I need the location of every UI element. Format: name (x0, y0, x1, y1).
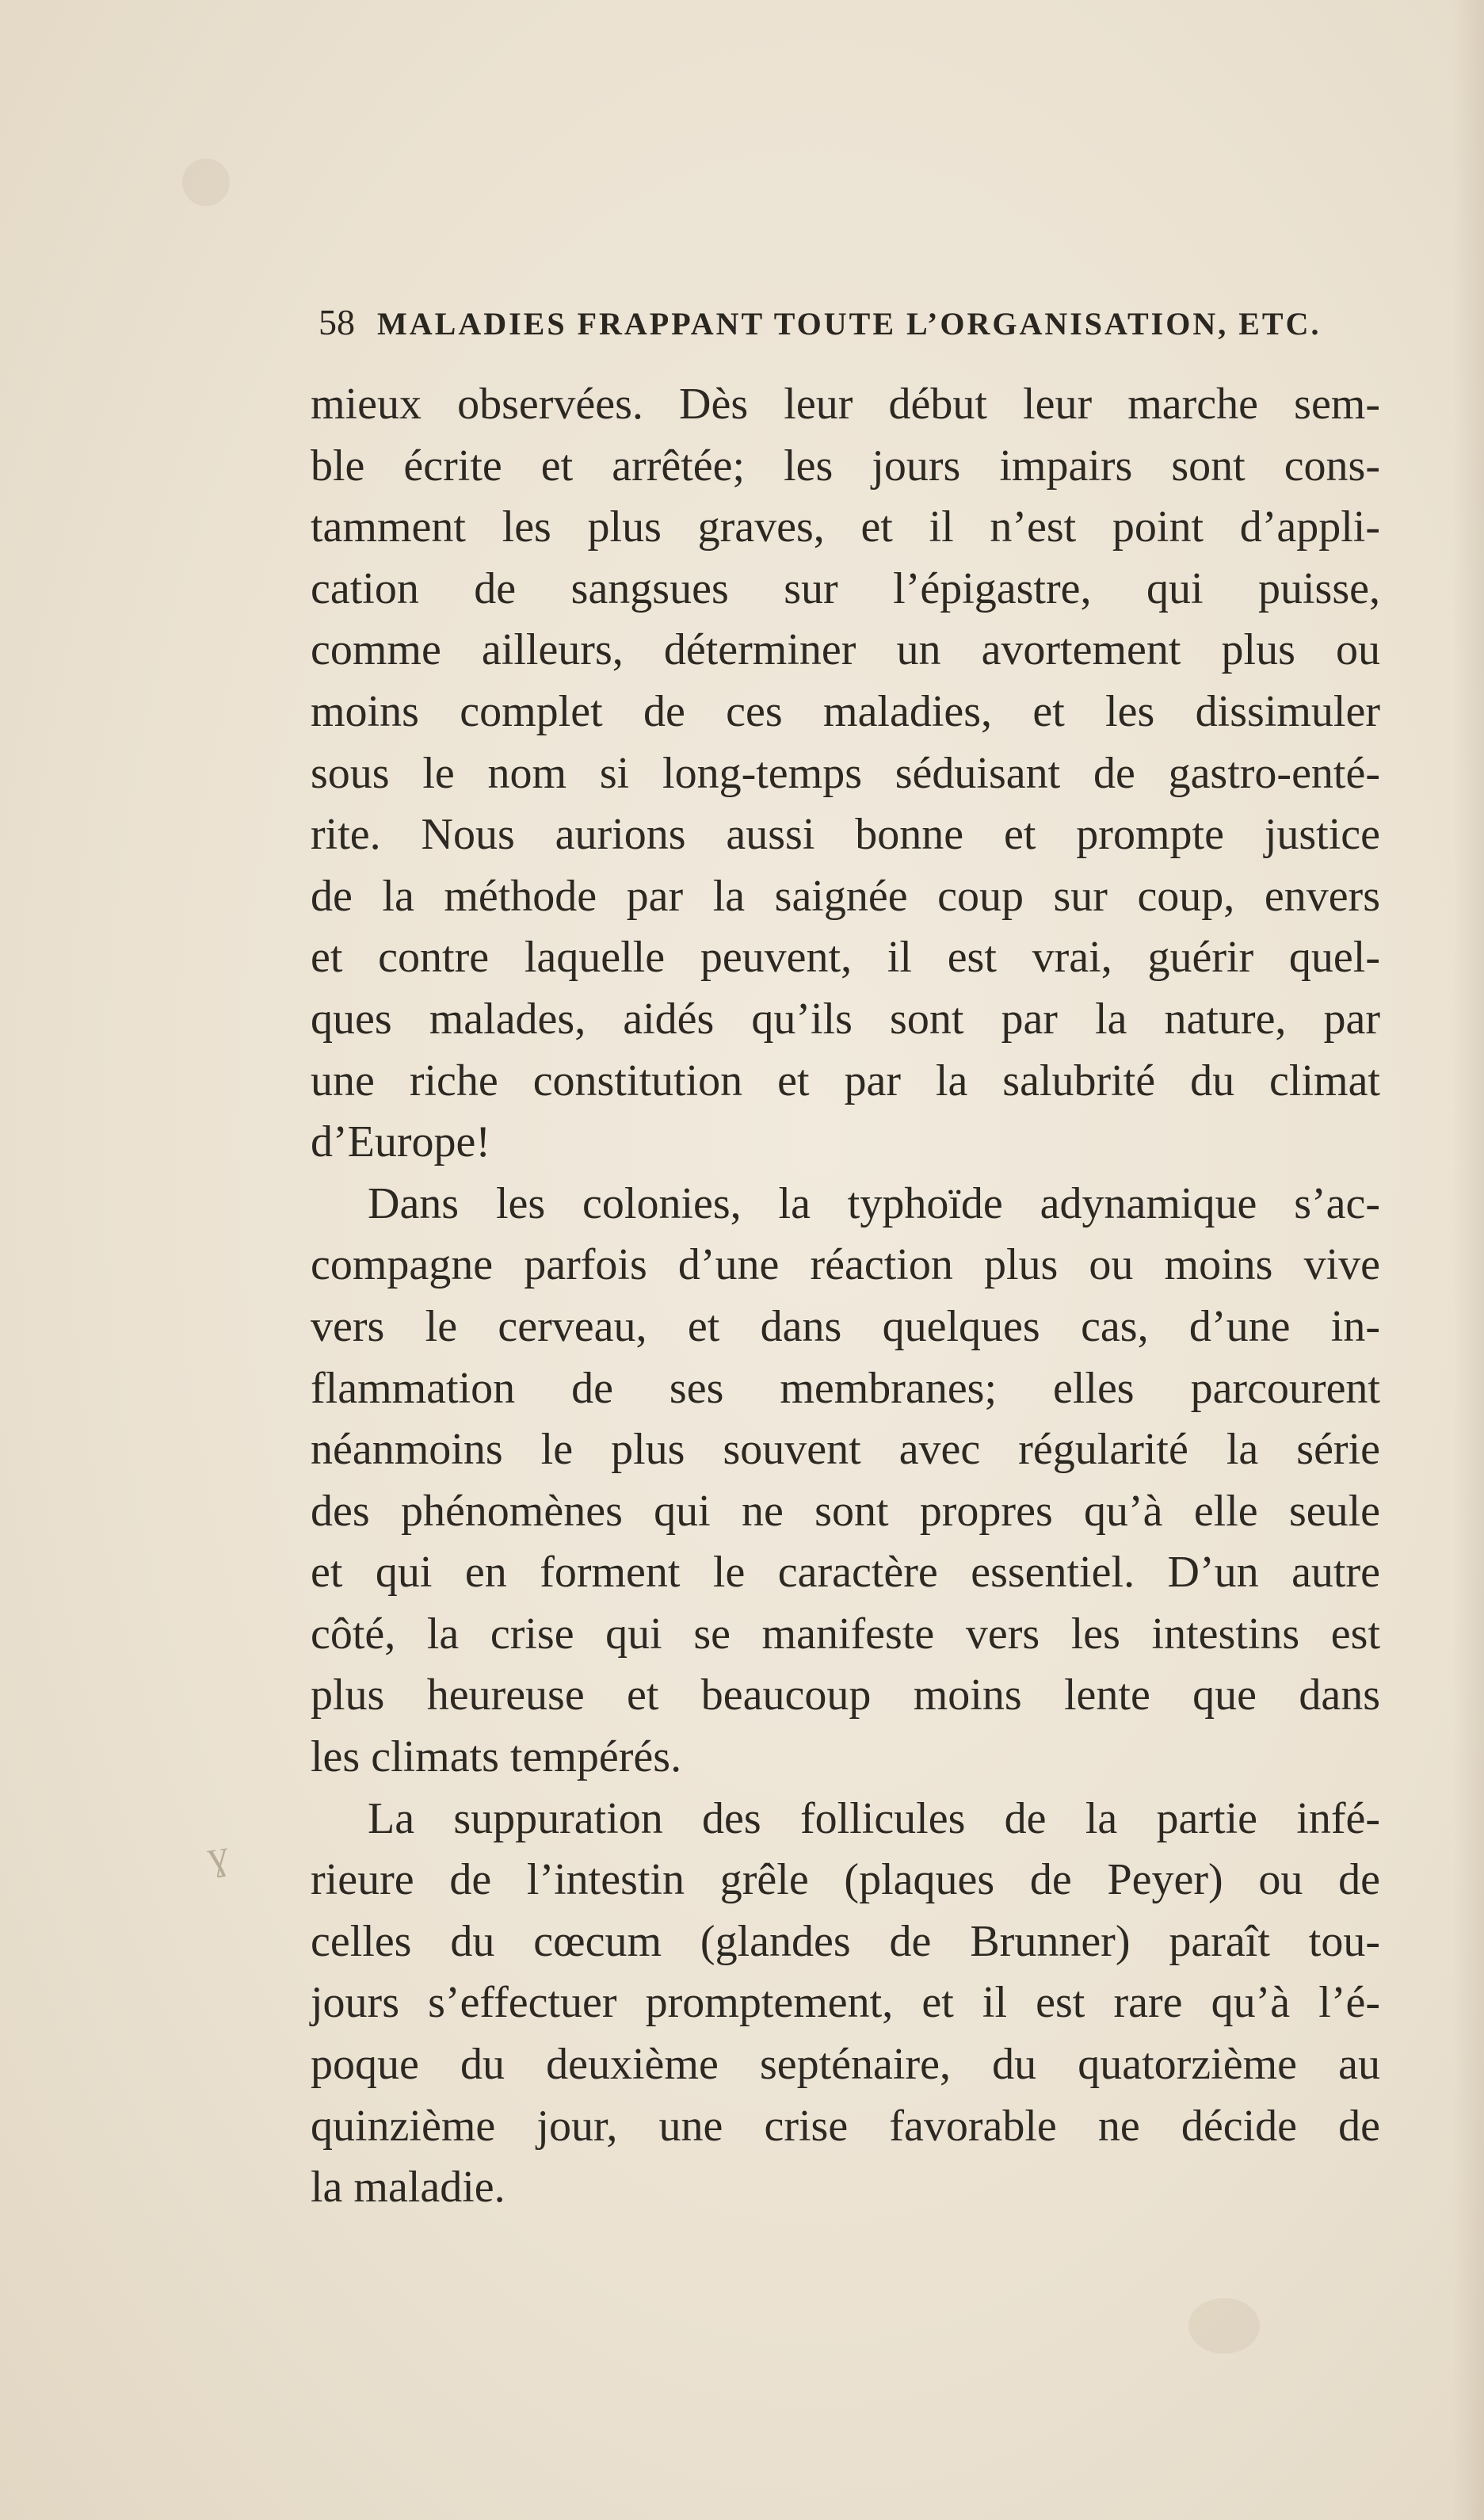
margin-pencil-mark: ɣ (204, 1831, 231, 1880)
running-head-title: MALADIES FRAPPANT TOUTE L’ORGANISATION, ETC. (377, 306, 1322, 342)
text-line: côté, la crise qui se manifeste vers les intestins est (311, 1609, 1380, 1659)
text-line: rieure de l’intestin grêle (plaques de Peyer) ou de (311, 1855, 1380, 1905)
text-line: poque du deuxième septénaire, du quatorzième au (311, 2040, 1380, 2090)
text-line: et qui en forment le caractère essentiel. D’un autre (311, 1548, 1380, 1598)
text-line: quinzième jour, une crise favorable ne décide de (311, 2101, 1380, 2151)
paragraph-start-line: Dans les colonies, la typhoïde adynamique s’ac- (368, 1178, 1380, 1228)
text-line: cation de sangsues sur l’épigastre, qui puisse, (311, 563, 1380, 613)
paragraph-end-line: d’Europe! (311, 1117, 491, 1167)
paragraph-start-line: La suppuration des follicules de la partie infé- (368, 1793, 1380, 1843)
text-line: compagne parfois d’une réaction plus ou moins vive (311, 1240, 1380, 1290)
text-line: des phénomènes qui ne sont propres qu’à elle seule (311, 1486, 1380, 1536)
text-line: jours s’effectuer promptement, et il est rare qu’à l’é- (311, 1978, 1380, 2028)
text-line: vers le cerveau, et dans quelques cas, d’une in- (311, 1301, 1380, 1351)
text-line: mieux observées. Dès leur début leur marche sem- (311, 380, 1380, 429)
text-line: sous le nom si long-temps séduisant de gastro-enté- (311, 748, 1380, 798)
text-line: celles du cœcum (glandes de Brunner) paraît tou- (311, 1916, 1380, 1966)
text-line: comme ailleurs, déterminer un avortement plus ou (311, 625, 1380, 675)
running-head (319, 303, 1380, 344)
paragraph-end-line: les climats tempérés. (311, 1732, 682, 1782)
text-line: ques malades, aidés qu’ils sont par la nature, par (311, 994, 1380, 1044)
text-line: de la méthode par la saignée coup sur coup, envers (311, 871, 1380, 921)
paper-stain (182, 158, 230, 206)
text-line: néanmoins le plus souvent avec régularité la série (311, 1425, 1380, 1475)
text-line: flammation de ses membranes; elles parcourent (311, 1363, 1380, 1413)
text-line: plus heureuse et beaucoup moins lente que dans (311, 1670, 1380, 1720)
text-line: une riche constitution et par la salubrité du climat (311, 1056, 1380, 1105)
text-line: tamment les plus graves, et il n’est point d’appli- (311, 502, 1380, 552)
body-text (311, 374, 1380, 2219)
paper-stain (1188, 2298, 1260, 2354)
text-line: ble écrite et arrêtée; les jours impairs sont cons- (311, 441, 1380, 491)
text-line: rite. Nous aurions aussi bonne et prompte justice (311, 810, 1380, 860)
page-edge-shadow (1452, 0, 1484, 2520)
text-line: moins complet de ces maladies, et les dissimuler (311, 686, 1380, 736)
page-number: 58 (319, 302, 355, 342)
paragraph-end-line: la maladie. (311, 2163, 505, 2213)
text-line: et contre laquelle peuvent, il est vrai, guérir quel- (311, 933, 1380, 983)
